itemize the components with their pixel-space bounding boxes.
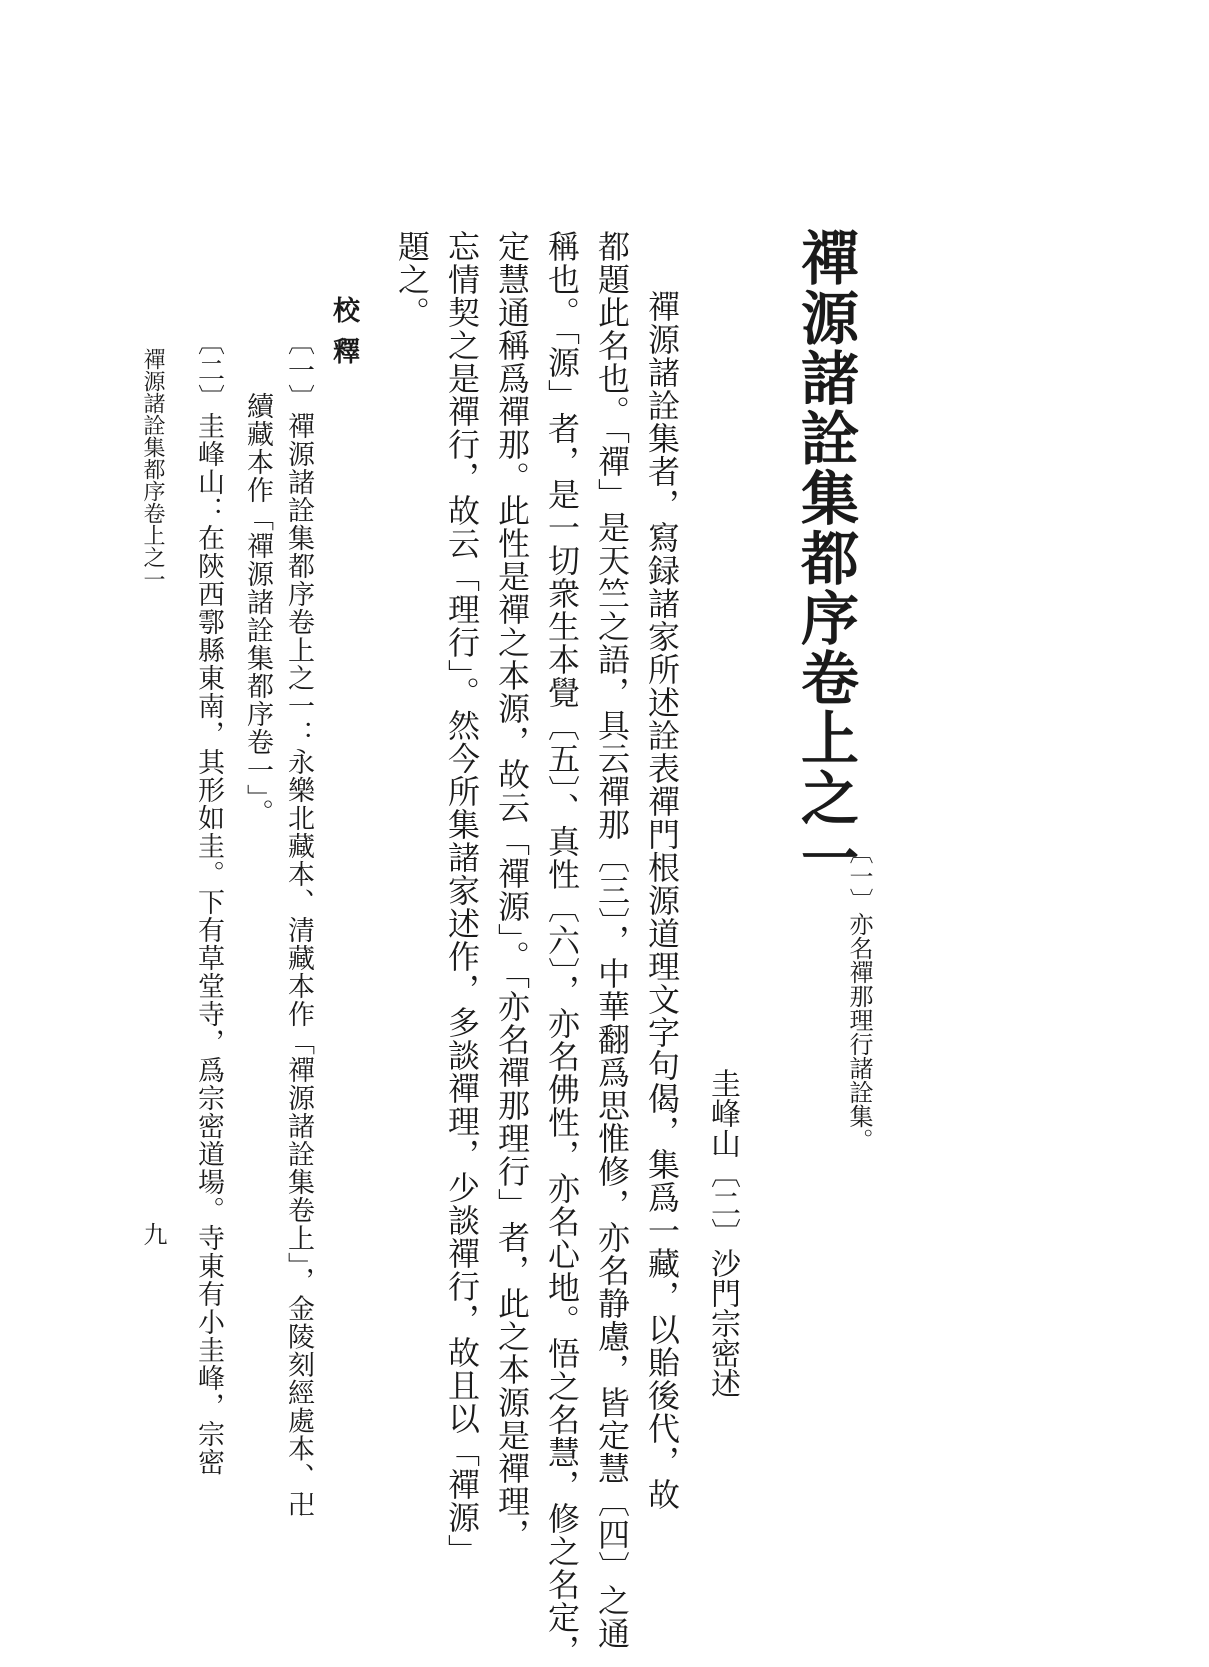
chapter-title: 禪源諸詮集都序卷上之一 [791,228,859,888]
body-column: 稱也。「源」者，是一切衆生本覺〔五〕、真性〔六〕，亦名佛性，亦名心地。悟之名慧，修之名定， [543,230,581,1667]
body-column: 忘情契之是禪行，故云「理行」。然今所集諸家述作，多談禪理，少談禪行，故且以「禪源」 [443,230,481,1567]
body-column: 都題此名也。「禪」是天竺之語，具云禪那〔三〕，中華翻爲思惟修，亦名静慮，皆定慧〔四〕之通 [593,230,631,1650]
page-number: 九 [139,1222,167,1246]
body-column: 定慧通稱爲禪那。此性是禪之本源，故云「禪源」。「亦名禪那理行」者，此之本源是禪理， [493,230,531,1551]
body-column: 禪源諸詮集者，寫録諸家所述詮表禪門根源道理文字句偈，集爲一藏，以貽後代，故 [643,290,681,1511]
note-column: 續藏本作「禪源諸詮集都序卷一」。 [242,392,273,827]
note-column: 〔二〕圭峰山：在陝西鄠縣東南，其形如圭。下有草堂寺，爲宗密道場。寺東有小圭峰，宗密 [193,328,224,1476]
section-heading: 校釋 [328,296,359,378]
author-line: 圭峰山〔二〕沙門宗密述 [705,1068,740,1398]
running-head: 禪源諸詮集都序卷上之一 [140,348,165,590]
body-column: 題之。 [393,230,431,329]
title-note: 〔一〕亦名禪那理行諸詮集。 [845,840,873,1152]
note-column: 〔一〕禪源諸詮集都序卷上之一：永樂北藏本、清藏本作「禪源諸詮集卷上」，金陵刻經處本、卍 [283,328,314,1519]
